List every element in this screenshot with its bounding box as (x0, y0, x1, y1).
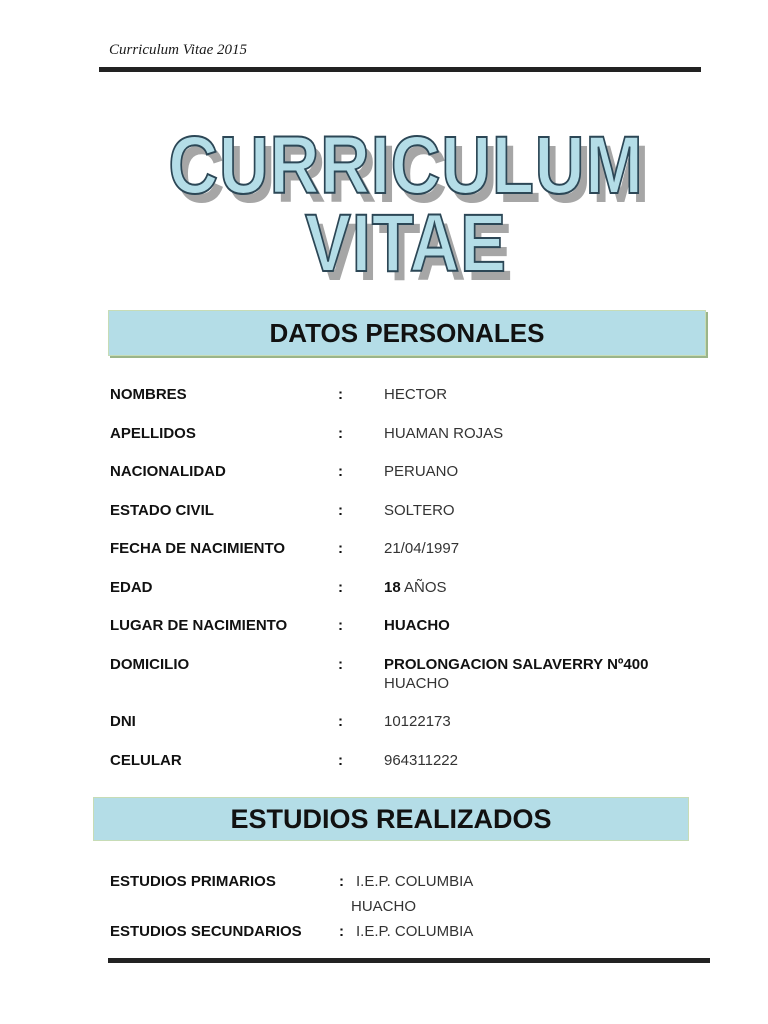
field-label: DOMICILIO (110, 656, 190, 673)
field-value (384, 579, 447, 596)
document-title-line2: VITAE (305, 198, 507, 289)
field-value: 10122173 (384, 713, 451, 730)
field-separator: : (338, 502, 343, 519)
field-row-lugar-nacimiento (0, 617, 768, 637)
header-rule (99, 67, 701, 72)
age-unit: AÑOS (404, 579, 447, 596)
field-separator: : (338, 713, 343, 730)
field-value: PERUANO (384, 463, 459, 480)
page-header: Curriculum Vitae 2015 (109, 42, 248, 58)
section-heading-personal: DATOS PERSONALES (108, 310, 706, 356)
field-row-celular (0, 752, 768, 772)
study-value: I.E.P. COLUMBIA (356, 873, 474, 890)
field-value: HUAMAN ROJAS (384, 425, 504, 442)
field-label: NACIONALIDAD (110, 463, 226, 480)
field-label: NOMBRES (110, 386, 187, 403)
field-label: LUGAR DE NACIMIENTO (110, 617, 288, 634)
field-label: APELLIDOS (110, 425, 196, 442)
section-heading-studies: ESTUDIOS REALIZADOS (93, 797, 689, 841)
field-row-nombres (0, 386, 768, 406)
age-number: 18 (384, 579, 401, 596)
field-value: PROLONGACION SALAVERRY Nº400 (384, 656, 649, 673)
field-separator: : (338, 752, 343, 769)
field-label: EDAD (110, 579, 153, 596)
field-label: CELULAR (110, 752, 182, 769)
field-value: SOLTERO (384, 502, 455, 519)
field-value: 21/04/1997 (384, 540, 460, 557)
field-value: HUACHO (384, 617, 450, 634)
field-row-apellidos (0, 425, 768, 445)
field-value: 964311222 (384, 752, 458, 769)
field-label: DNI (110, 713, 136, 730)
field-separator: : (338, 617, 343, 634)
study-label: ESTUDIOS PRIMARIOS (110, 873, 276, 890)
study-value: I.E.P. COLUMBIA (356, 923, 474, 940)
field-value: HECTOR (384, 386, 448, 403)
study-row-secundarios (0, 923, 768, 943)
study-value-line2: HUACHO (351, 898, 417, 915)
footer-rule (108, 958, 710, 963)
field-label: FECHA DE NACIMIENTO (110, 540, 286, 557)
field-label: ESTADO CIVIL (110, 502, 214, 519)
study-row-primarios (0, 873, 768, 915)
field-row-domicilio (0, 656, 768, 692)
field-separator: : (338, 386, 343, 403)
field-separator: : (338, 463, 343, 480)
field-row-dni (0, 713, 768, 733)
field-row-nacionalidad (0, 463, 768, 483)
study-separator: : (339, 923, 344, 940)
field-value-line2: HUACHO (384, 675, 450, 692)
field-row-edad (0, 579, 768, 599)
field-separator: : (338, 656, 343, 673)
field-separator: : (338, 540, 343, 557)
document-title-line1: CURRICULUM (168, 120, 644, 211)
field-separator: : (338, 425, 343, 442)
study-separator: : (339, 873, 344, 890)
field-separator: : (338, 579, 343, 596)
field-row-fecha-nacimiento (0, 540, 768, 560)
field-row-estado-civil (0, 502, 768, 522)
study-label: ESTUDIOS SECUNDARIOS (110, 923, 302, 940)
